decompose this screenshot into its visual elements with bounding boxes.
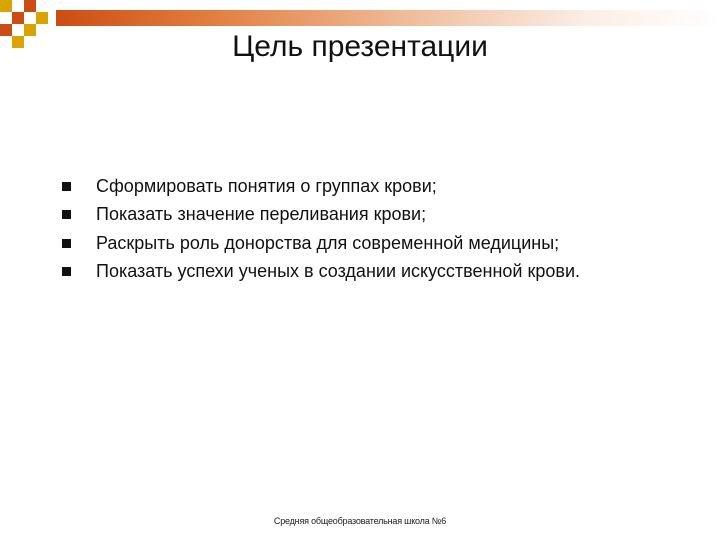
square-bullet-icon	[62, 210, 71, 219]
square-bullet-icon	[62, 182, 71, 191]
list-item	[62, 229, 702, 258]
square-bullet-icon	[62, 267, 71, 276]
slide-footer: Средняя общеобразовательная школа №6	[273, 516, 447, 526]
bullet-text: Показать значение переливания крови;	[96, 204, 427, 225]
list-item	[62, 201, 702, 230]
square-bullet-icon	[62, 239, 71, 248]
slide-title: Цель презентации	[232, 30, 488, 63]
bullet-list	[62, 172, 702, 286]
title-accent-band	[56, 10, 720, 26]
bullet-text: Сформировать понятия о группах крови;	[96, 175, 437, 196]
list-item	[62, 172, 702, 201]
bullet-text: Раскрыть роль донорства для современной медицины;	[96, 232, 560, 253]
list-item	[62, 258, 702, 287]
bullet-text: Показать успехи ученых в создании искусственной крови.	[96, 261, 581, 282]
